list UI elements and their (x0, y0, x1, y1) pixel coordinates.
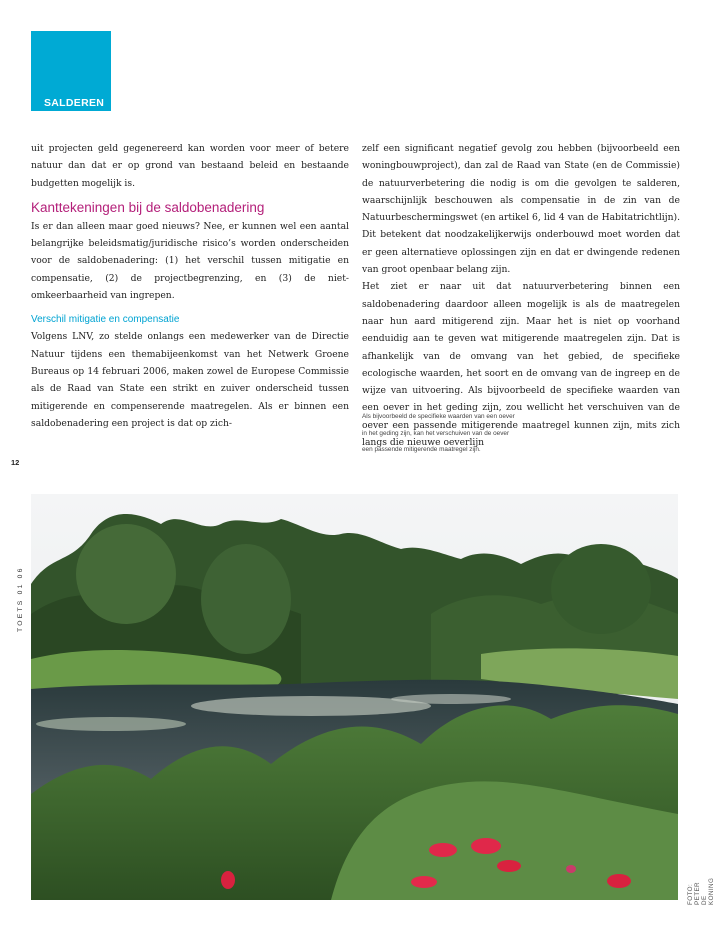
caption-line: Als bijvoorbeeld de specifieke waarden van een oever (362, 413, 515, 420)
section-tab (31, 31, 111, 111)
caption-line: in het geding zijn, kan het verschuiven van de oever (362, 429, 510, 437)
right-column (362, 140, 680, 451)
body-paragraph: zelf een significant negatief gevolg zou hebben (bijvoorbeeld een woningbouwproject), dan zal de Raad van State (en de Commissie) de natuurverbetering die nodig is om die gevolgen te salderen, waarschijnlijk beschouwen als compensatie in de zin van de Natuurbeschermingswet (en artikel 6, lid 4 van de Habitatrichtlijn). Dit betekent dat noodzakelijkerwijs onderbouwd moet worden dat er geen alternatieve oplossingen zijn en dat er dwingende redenen van groot openbaar belang zijn. (362, 143, 680, 276)
section-label: SALDEREN (44, 97, 105, 109)
sub-heading: Verschil mitigatie en compensatie (31, 314, 180, 326)
journal-label: TOETS 01 06 (17, 566, 24, 632)
body-paragraph: Volgens LNV, zo stelde onlangs een medewerker van de Directie Natuur tijdens een themabijeenkomst van het Netwerk Groene Bureaus op 14 februari 2006, maken zowel de Europese Commissie als de Raad van State een strikt en zuiver onderscheid tussen mitigerende en compenserende maatregelen. Als er binnen een saldobenadering een project is dat op zich- (31, 331, 349, 429)
page-number: 12 (11, 458, 20, 467)
section-heading: Kanttekeningen bij de saldobenadering (31, 199, 265, 215)
body-paragraph: Het ziet er naar uit dat natuurverbetering binnen een saldobenadering daardoor alleen mogelijk is als de maatregelen naar hun aard mitigerend zijn. Maar het is niet op voorhand eenduidig aan te geven wat mitigerende maatregelen zijn. Dat is afhankelijk van de omvang van het gebied, de specifieke ecologische waarden, het soort en de omvang van de ingreep en de wijze van uitvoering. Als bijvoorbeeld de specifieke waarden van een oever in het geding zijn, zou wellicht het verschuiven van de oever een passende mitigerende maatregel kunnen zijn, mits zich langs die nieuwe oeverlijn (362, 281, 680, 449)
caption-line: een passende mitigerende maatregel zijn. (362, 446, 481, 453)
landscape-photo (31, 494, 678, 900)
left-column (31, 140, 349, 432)
photo-caption (362, 409, 562, 459)
intro-paragraph: uit projecten geld gegenereerd kan worden voor meer of betere natuur dan dat er op grond van bestaand beleid en bestaande budgetten mogelijk is. (31, 143, 349, 189)
body-paragraph: Is er dan alleen maar goed nieuws? Nee, er kunnen wel een aantal belangrijke beleidsmatig/juridische risico’s worden onderscheiden voor de saldobenadering: (1) het verschil tussen mitigatie en compensatie, (2) de projectbegrenzing, en (3) de niet-omkeerbaarheid van ingrepen. (31, 220, 349, 302)
photo-credit: FOTO: PETER DE KONING (687, 877, 715, 905)
